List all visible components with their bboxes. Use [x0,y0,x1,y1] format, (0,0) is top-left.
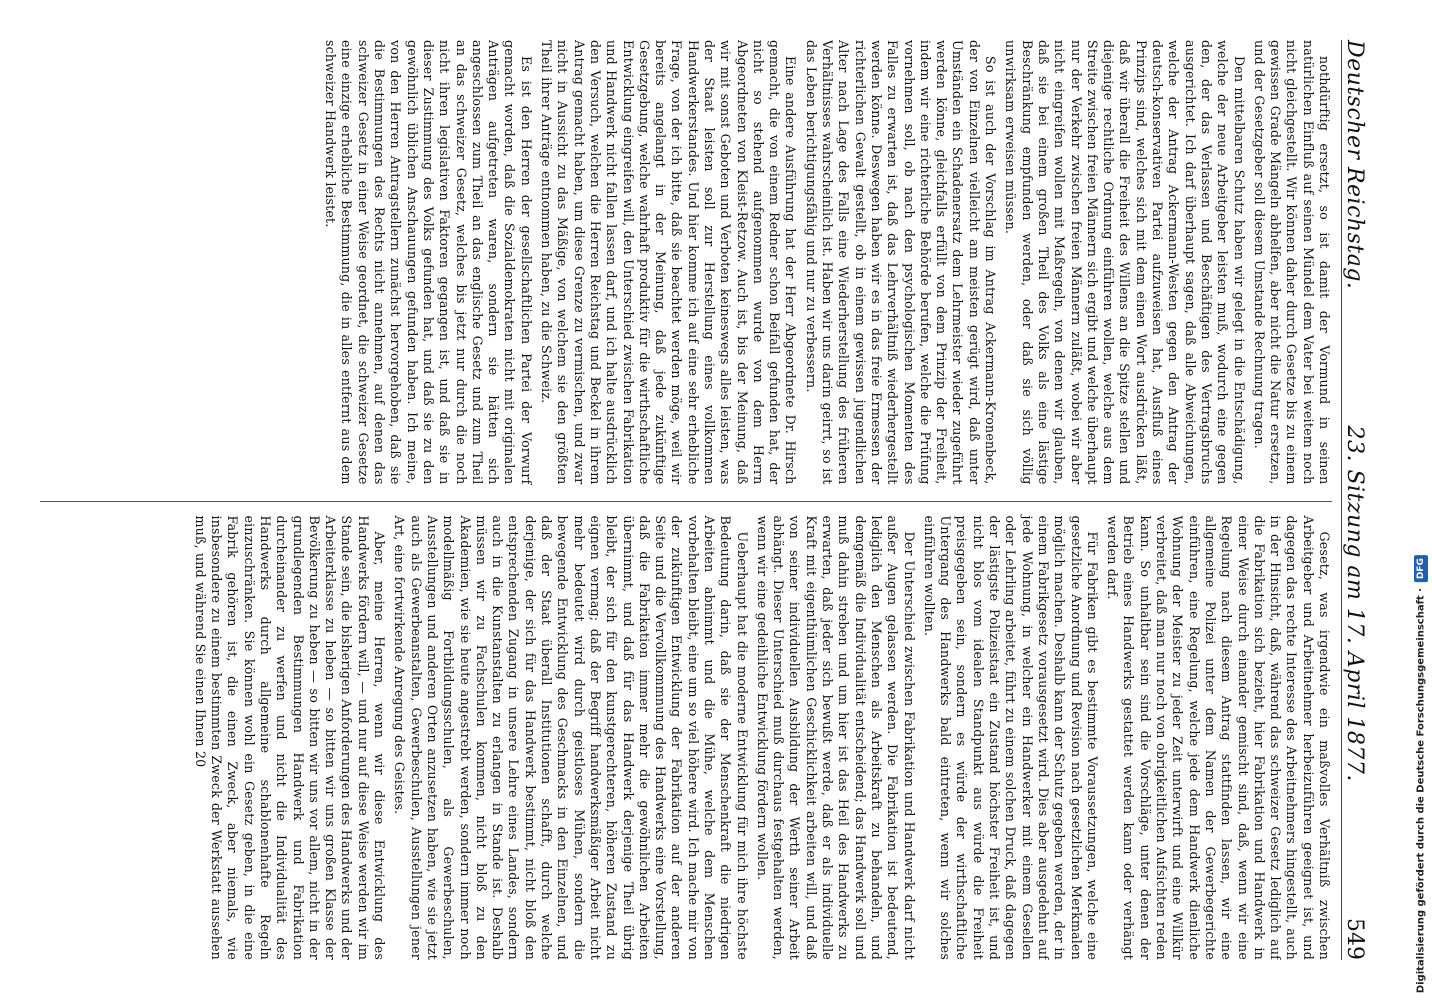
digitization-stamp [1410,8,1432,993]
page-number: 549 [1342,918,1367,960]
paragraph: Es ist den Herren der gesellschaftlichen Partei der Vorwurf gemacht worden, daß die Sozialdemokraten nicht mit originalen Anträgen aufgetreten waren, sondern sie hätten sich angeschlossen zum Theil an das englische Gesetz und zum Theil an das schweizer Gesetz, welches bis jetzt nur durch die noch nicht ihren legislativen Faktoren gegangen ist, und daß sie in dieser Zustimmung des Volks gefunden hat, und daß sie zu den gewöhnlich üblichen Anschauungen gefunden haben. Ich meine, von den Herren Antragstellern zunächst hervorgehoben, daß sie die Bestimmungen des Rechts nicht annehmen, auf denen das schweizer Gesetz in einer Weise geordnet, die schweizer Gesetze eine einzige erhebliche Bestimmung, die in alles entfernt aus dem schweizer Handwerk leistet. [323,40,534,485]
text-columns [40,40,1332,960]
paragraph: Aber, meine Herren, wenn wir diese Entwicklung des Handwerks fördern will, — und nur auf diese Weise werden wir im Stande sein, die bisherigen Anforderungen des Handwerks und der Arbeiterklasse zu heben — so bitten wir uns großen Klasse der Bevölkerung zu heben — so bitten wir uns vor allem, nicht in der grundlegenden Bestimmungen Handwerk und Fabrikation durcheinander zu werfen und nicht die Individualität des Handwerks durch allgemeine schablonenhafte Regeln einzuschränken. Sie können wohl ein Gesetz geben, in die eine Fabrik gehören ist, die einen Zweck, aber niemals, wie insbesondere zu einem bestimmten Zweck der Werkstatt aussehen muß, und während Sie einen Ihnen 20 [192,515,388,960]
paragraph: So ist auch der Vorschlag im Antrag Ackermann-Kronenbeck, der von Einzelnen vielleicht am meisten gerügt wird, daß unter Umständen ein Schadenersatz dem Lehrmeister wieder zugeführt werden könne, gleichfalls erfüllt von dem Prinzip der Freiheit, indem wir eine richterliche Behörde berufen, welche die Prüfung vornehmen soll, ob nach den psychologischen Momenten des Falles zu erwarten ist, daß das Lehrverhältniß wiederhergestellt werden könne. Deswegen haben wir es in das freie Ermessen der richterlichen Gewalt gestellt, ob in einem gewissen jugendlichen Alter nach Lage des Falls eine Wiederherstellung des früheren Verhältnisses wahrscheinlich ist. Haben wir uns darin geirrt, so ist das Leben berichtigungsfähig und nur zu verbessern. [803,40,999,485]
left-column [40,40,1332,485]
paragraph: Für Fabriken gibt es bestimmte Voraussetzungen, welche eine gesetzliche Anordnung und Revision nach gesetzlichen Merkmalen möglich machen. Deshalb kann der Schutz gegeben werden, der in einem Fabrikgesetz vorausgesetzt wird. Dies aber ausgedehnt auf jede Wohnung, in welcher ein Handwerker mit einem Gesellen oder Lehrling arbeitet, führt zu einem solchen Druck, daß dagegen der lästigste Polizeistaat ein Zustand höchster Freiheit ist, und nicht blos vom idealen Standpunkt aus würde die Freiheit preisgegeben sein, sondern es würde der wirthschaftliche Untergang des Handwerks bald eintreten, wenn wir solches einführen wollten. [921,515,1100,960]
running-title: Deutscher Reichstag. [1342,40,1367,290]
page-header [1341,40,1382,960]
paragraph: Eine andere Ausführung hat der Herr Abgeordnete Dr. Hirsch gemacht, die von einem Redner schon Beifall gefunden hat, der nicht so stehend aufgenommen wurde von dem Herrn Abgeordneten von Kleist-Retzow. Auch ist, bis der Meinung, daß wir mit sonst Geboten und Verboten keineswegs alles leisten, was der Staat leisten soll zur Herstellung eines vollkommen Handwerkerstandes. Und hier komme ich auf eine sehr erhebliche Frage, von der ich bitte, daß sie beachtet werden möge, weil wir bereits angelangt in der Meinung, daß jede zukünftige Gesetzgebung, welche wahrhaft produktiv für die wirthschaftliche Entwicklung eingreifen will, den Unterschied zwischen Fabrikation und Handwerk nicht fallen lassen darf, und ich halte ausdrücklich den Versuch, welchen die Herren Reichstag und Beckel in ihrem Antrag gemacht haben, um diese Grenze zu vermischen, und zwar nicht in Aussicht zu das Mäßige, von welchem sie den größten Theil ihrer Anträge entnommen haben, zu die Schweiz. [539,40,799,485]
paragraph: Gesetz, was irgendwie ein maßvolles Verhältniß zwischen Arbeitgeber und Arbeitnehmer herbeizuführen geeignet ist, und dagegen das rechte Interesse des Arbeitnehmers hingestellt, auch in der Hinsicht, daß, während das schweizer Gesetz lediglich auf die Fabrikation sich bezieht, hier Fabrikation und Handwerk in einer Weise durch einander gemischt sind, daß, wenn wir eine Regelung nach diesem Antrag stattfinden lassen, wir eine allgemeine Polizei unter dem Namen der Gewerbegerichte einführen, eine Regelung, welche jede dem Handwerk dienliche Wohnung der Meister zu jeder Zeit unterwirft und eine Willkür verbreitet, daß man nur noch von obrigkeitlichen Aufsichten reden kann. So unhaltbar sein sind die Vorschläge, unter denen der Betrieb eines Handwerks gestattet werden kann oder verhängt werden darf. [1105,515,1332,960]
session-title: 23. Sitzung am 17. April 1877. [1342,425,1367,782]
paragraph: nothdürftig ersetzt, so ist damit der Vormund in seinen natürlichen Einfluß auf seinen Mündel dem Vater bei weitem noch nicht gleichgestellt. Wir können daher durch Gesetze bis zu einem gewissen Grade Mängeln abhelfen, aber nicht die Natur ersetzen, und der Gesetzgeber soll diesem Umstande Rechnung tragen. [1251,40,1332,485]
paragraph: Der Unterschied zwischen Fabrikation und Handwerk darf nicht außer Augen gelassen werden. Die Fabrikation ist bedeutend, lediglich den Menschen als Arbeitskraft zu behandeln, und demgemäß die Individualität entscheidend; das Handwerk soll und muß dahin streben und um hier ist das Heil des Handwerks zu erwarten, daß jeder sich bewußt werde, daß er als individuelle Kraft mit eigenthümlichen Geschicklichkeit arbeiten will, und daß von seiner individuellen Ausbildung der Werth seiner Arbeit abhängt. Dieser Unterschied muß durchaus festgehalten werden, wenn wir eine gedeihliche Entwicklung fördern wollen. [754,515,917,960]
paragraph: Den mittelbaren Schutz haben wir gelegt in die Entschädigung, welche der neue Arbeitgeber leisten muß, wodurch eine gegen den, der das Verlassen und Beschäftigen des Vertragsbruchs ausgerichtet. Ich darf überhaupt sagen, daß alle Abweichungen, welche der Antrag Ackermann-Westen gegen den Antrag der deutsch-konservativen Partei aufzuweisen hat, Ausfluß eines Prinzips sind, welches sich mit dem einen Wort ausdrücken läßt, daß wir überall die Freiheit des Willens an die Spitze stellen und diejenige rechtliche Ordnung einführen wollen, welche aus dem Streite zwischen freien Männern sich ergibt und welche überhaupt nur der Verkehr zwischen freien Männern zuläßt, wobei wir aber nicht eingreifen wollen mit Maßregeln, von denen wir glauben, daß sie bei einem großen Theil des Volks als eine lästige Beschränkung empfunden werden, oder daß sie sich völlig unwirksam erweisen müssen. [1003,40,1247,485]
stamp-text: Digitalisierung gefördert durch die Deutsche Forschungsgemeinschaft · [1415,587,1427,993]
right-column [40,501,1332,961]
dfg-logo-icon: DFG [1414,555,1428,582]
paragraph: Ueberhaupt hat die moderne Entwicklung für mich ihre höchste Bedeutung darin, daß sie der Menschenkraft die niedrigen Arbeiten abnimmt und die Mühe, welche dem Menschen vorbehalten bleibt, eine um so viel höhere wird. Ich mache mir von der zukünftigen Entwicklung der Fabrikation auf der anderen Seite und die Vervollkommnung des Handwerks eine Vorstellung, daß die Fabrikation immer mehr die gewöhnlichen Arbeiten übernimmt, und daß für das Handwerk derjenige Theil übrig bleibt, der sich für den kunstgerechteren, höheren Zustand zu eignen vermag; daß der Begriff handwerksmäßiger Arbeit nicht mehr bedeutet wird durch geistloses Mühen, sondern die bewegende Entwicklung des Geschmacks in den Einzelnen, und daß der Staat überall Institutionen schafft, durch welche derjenige, der sich für das Handwerk bestimmt, nicht bloß den entsprechenden Zugang in unsere Lehre eines Landes, sondern auch in die Kunstanstalten zu erlangen in Stande ist. Deshalb müssen wir zu Fachschulen kommen, nicht bloß zu den Akademien, wie sie heute angestrebt werden, sondern immer noch modellmäßig Fortbildungsschulen, als Gewerbeschulen, Ausstellungen und anderen Orten anzusetzen haben, wie sie jetzt auch als Gewerbeanstalten, Gewerbeschulen, Ausstellungen jener Art, eine fortwirkende Anregung des Geistes. [392,515,750,960]
